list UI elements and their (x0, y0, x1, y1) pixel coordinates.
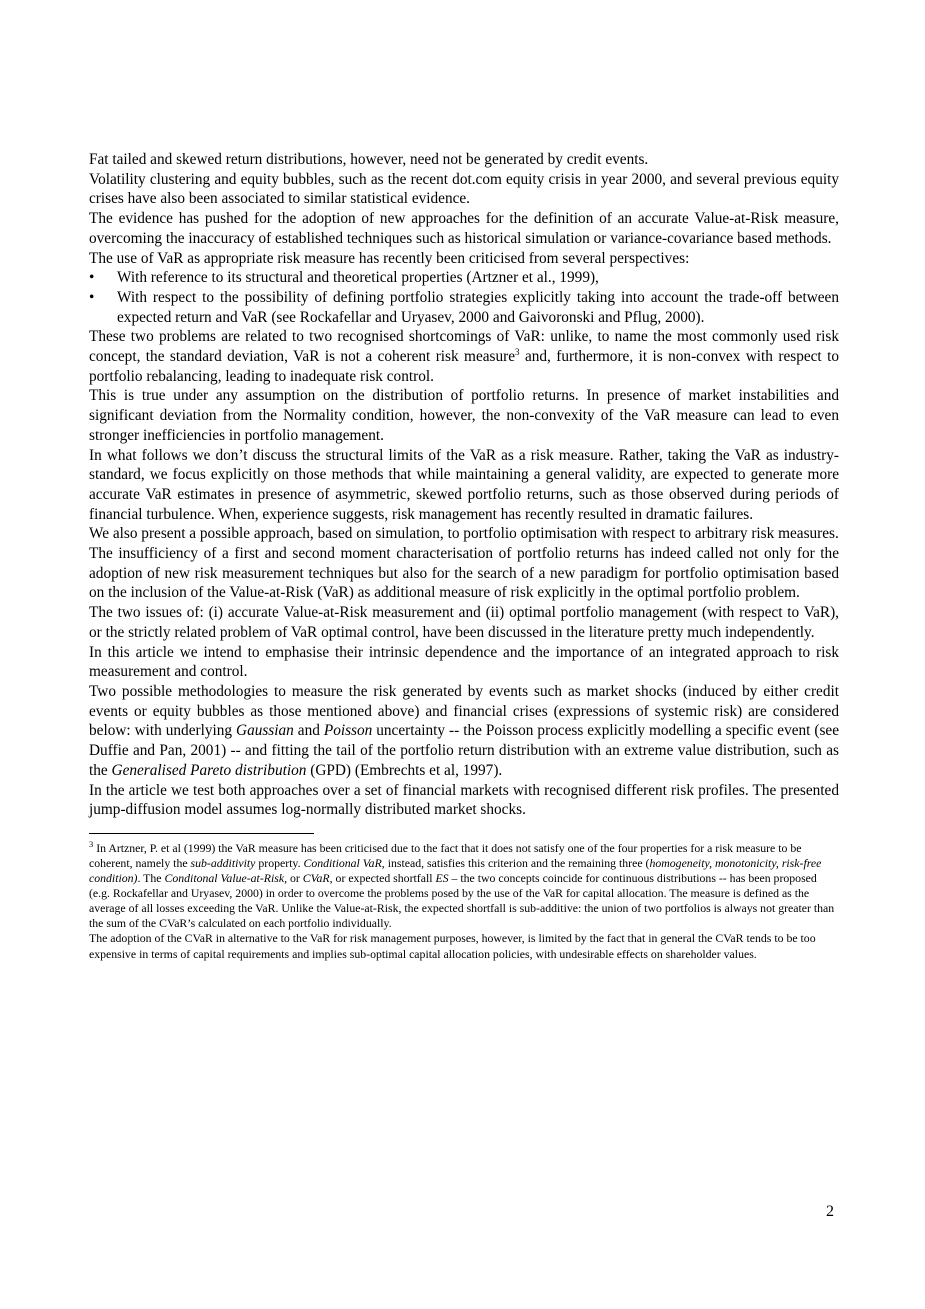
term-gaussian: Gaussian (236, 722, 294, 740)
paragraph-5-text-a: These two problems are related to two recognised shortcomings of VaR: unlike, to name the most commonly used risk concept, the standard deviation, VaR is not a coherent risk measure (89, 328, 839, 366)
footnote-text: . The (137, 871, 165, 886)
footnote-term: homogeneity, monotonicity, risk-free condition) (89, 856, 822, 886)
paragraph-5 (89, 327, 839, 386)
list-item (89, 268, 839, 288)
footnote-term: CVaR (302, 871, 330, 886)
term-poisson: Poisson (323, 722, 373, 740)
term-gpd: Generalised Pareto distribution (111, 761, 307, 779)
paragraph-12-text-c: (GPD) (Embrechts et al, 1997). (306, 761, 503, 779)
paragraph-4: The use of VaR as appropriate risk measure has recently been criticised from several perspectives: (89, 249, 690, 267)
paragraph-11: In this article we intend to emphasise their intrinsic dependence and the importance of an integrated approach to risk measurement and control. (89, 643, 839, 681)
paragraph-3: The evidence has pushed for the adoption of new approaches for the definition of an accurate Value-at-Risk measure, overcoming the inaccuracy of established techniques such as historical simulation or variance-covariance based methods. (89, 210, 839, 247)
page-number: 2 (826, 1203, 834, 1220)
footnote-text: or (287, 871, 303, 886)
paragraph-10: The two issues of: (i) accurate Value-at-Risk measurement and (ii) optimal portfolio management (with respect to VaR), or the strictly related problem of VaR optimal control, have been discussed in the literature pretty much independently. (89, 604, 839, 641)
footnote-text: property. (255, 856, 304, 870)
paragraph-12 (89, 682, 839, 781)
footnote-3 (89, 838, 839, 932)
paragraph-12-text-a: Two possible methodologies to measure the risk generated by events such as market shocks (induced by either credit events or equity bubbles as those mentioned above) and financial crises (expressions of systemic risk) are considered below: with underlying (89, 682, 839, 740)
bullet-icon: • (89, 288, 95, 306)
paragraph-13: In the article we test both approaches over a set of financial markets with recognised different risk profiles. The presented jump-diffusion model assumes log-normally distributed market shocks. (89, 781, 839, 819)
paragraph-5-text-b: and, furthermore, it is non-convex with respect to portfolio rebalancing, leading to inadequate risk control. (89, 348, 840, 385)
bullet-text-1: With reference to its structural and theoretical properties (Artzner et al., 1999), (117, 269, 599, 287)
paragraph-9: The insufficiency of a first and second moment characterisation of portfolio returns has indeed called not only for the adoption of new risk measurement techniques but also for the search of a new paradigm for portfolio optimisation based on the inclusion of the Value-at-Risk (VaR) as additional measure of risk explicitly in the optimal portfolio problem. (89, 545, 839, 602)
footnote-divider (89, 833, 314, 834)
footnote-term: Conditional VaR (303, 856, 382, 870)
paragraph-7: In what follows we don’t discuss the structural limits of the VaR as a risk measure. Rather, taking the VaR as industry-standard, we focus explicitly on those methods that while maintaining a general validity, are expected to generate more accurate VaR estimates in presence of asymmetric, skewed portfolio returns, such as those observed during periods of financial turbulence. When, experience suggests, risk management has recently resulted in dramatic failures. (89, 446, 839, 523)
bullet-text-2: With respect to the possibility of defining portfolio strategies explicitly taking into account the trade-off between expected return and VaR (see Rockafellar and Uryasev, 2000 and Gaivoronski and Pflug, 2000). (117, 288, 839, 326)
paragraph-8: We also present a possible approach, based on simulation, to portfolio optimisation with respect to arbitrary risk measures. (89, 525, 839, 543)
paragraph-12-and: and (293, 722, 324, 740)
footnote-text: , instead, satisfies this criterion and the remaining three ( (381, 856, 650, 870)
footnote-text: In Artzner, P. et al (1999) the VaR measure has been criticised due to the fact that it does not satisfy one of the four properties for a risk measure to be coherent, namely the (89, 840, 802, 870)
footnote-text: , or expected shortfall (329, 871, 436, 886)
footnote-marker: 3 (89, 838, 94, 849)
paragraph-2: Volatility clustering and equity bubbles, such as the recent dot.com equity crisis in year 2000, and several previous equity crises have also been associated to similar statistical evidence. (89, 170, 839, 208)
page-content (89, 150, 839, 962)
paragraph-1: Fat tailed and skewed return distributions, however, need not be generated by credit events. (89, 151, 649, 168)
footnote-term: Conditonal Value-at-Risk, (164, 871, 288, 886)
paragraph-12-text-b: uncertainty -- the Poisson process explicitly modelling a specific event (see Duffie and Pan, 2001) -- and fitting the tail of the portfolio return distribution with an extreme value distribution, such as the (89, 722, 839, 779)
list-item (89, 288, 839, 327)
footnote-text: – the two concepts coincide for continuous distributions -- has been proposed (e.g. Rockafellar and Uryasev, 2000) in order to overcome the problems posed by the use of the VaR for capital allocation. The measure is defined as the average of all losses exceeding the VaR. Unlike the Value-at-Risk, the expected shortfall is sub-additive: the union of two portfolios is always not greater than the sum of the CVaR’s calculated on each portfolio individually. (89, 871, 835, 931)
bullet-list (89, 268, 839, 327)
footnote-section (89, 838, 839, 962)
bullet-icon: • (89, 269, 95, 287)
footnote-3-paragraph-2: The adoption of the CVaR in alternative to the VaR for risk management purposes, however, is limited by the fact that in general the CVaR tends to be too expensive in terms of capital requirements and implies sub-optimal capital allocation policies, with undesirable effects on shareholder values. (89, 931, 816, 961)
footnote-term: sub-additivity (190, 856, 256, 870)
footnote-term: ES (435, 871, 449, 886)
paragraph-6: This is true under any assumption on the distribution of portfolio returns. In presence of market instabilities and significant deviation from the Normality condition, however, the non-convexity of the VaR measure can lead to even stronger inefficiencies in portfolio management. (89, 387, 839, 444)
body-text (89, 150, 839, 820)
footnote-reference[interactable]: 3 (515, 347, 520, 358)
